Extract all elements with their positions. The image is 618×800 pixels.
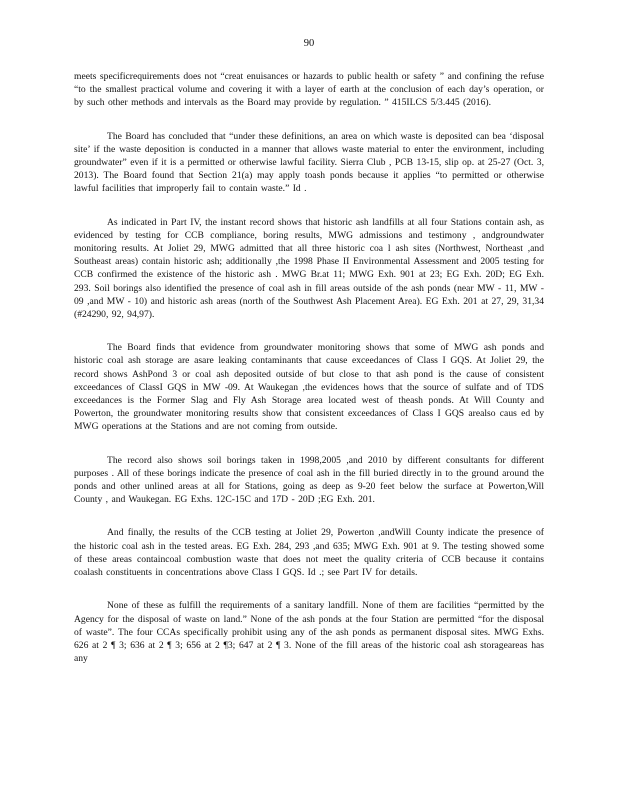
paragraph-groundwater-evidence: The Board finds that evidence from groundwater monitoring shows that some of MWG ash ponds and historic coal ash storage are asare leaking contaminants that cause exceedances of Class I GQS. At Joliet 29, the record shows AshPond 3 or coal ash deposited outside of but close to that ash pond is the cause of consistent exceedances of ClassI GQS in MW -09. At Waukegan ,the evidences hows that the source of sulfate and of TDS exceedances is the Former Slag and Fly Ash Storage area located west of theash ponds. At Will County and Powerton, the groundwater monitoring results show that consistent exceedances of Class I GQS arealso caus ed by MWG operations at the Stations and are not coming from outside. [74,342,544,433]
paragraph-continuation: meets specificrequirements does not “creat enuisances or hazards to public health or safety ” and confining the refuse “to the smallest practical volume and covering it with a layer of earth at the conclusion of each day’s operation, or by such other methods and intervals as the Board may provide by regulation. ” 415ILCS 5/3.445 (2016). [74,71,544,109]
paragraph-board-concluded: The Board has concluded that “under these definitions, an area on which waste is deposited can bea ‘disposal site’ if the waste deposition is conducted in a manner that allows waste material to enter the environment, including groundwater” even if it is a permitted or otherwise lawful facility. Sierra Club , PCB 13-15, slip op. at 25-27 (Oct. 3, 2013). The Board found that Section 21(a) may apply toash ponds because it applies “to permitted or otherwise lawful facilities that improperly fail to contain waste.” Id . [74,130,544,195]
body-text [74,70,544,665]
paragraph-sanitary-landfill: None of these as fulfill the requirements of a sanitary landfill. None of them are facilities “permitted by the Agency for the disposal of waste on land.” None of the ash ponds at the four Station are permitted “for the disposal of waste”. The four CCAs specifically prohibit using any of the ash ponds as permanent disposal sites. MWG Exhs. 626 at 2 ¶ 3; 636 at 2 ¶ 3; 656 at 2 ¶3; 647 at 2 ¶ 3. None of the fill areas of the historic coal ash storageareas has any [74,600,544,665]
paragraph-soil-borings: The record also shows soil borings taken in 1998,2005 ,and 2010 by different consultants for different purposes . All of these borings indicate the presence of coal ash in the fill buried directly in to the ground around the ponds and other unlined areas at all for Stations, going as deep as 9-20 feet below the surface at Powerton,Will County , and Waukegan. EG Exhs. 12C-15C and 17D - 20D ;EG Exh. 201. [74,454,544,506]
page-number: 90 [303,38,315,49]
paragraph-historic-ash-landfills: As indicated in Part IV, the instant record shows that historic ash landfills at all four Stations contain ash, as evidenced by testing for CCB compliance, boring results, MWG admissions and testimony , andgroundwater monitoring results. At Joliet 29, MWG admitted that all three historic coa l ash sites (Northwest, Northeast ,and Southeast areas) contain historic ash; additionally ,the 1998 Phase II Environmental Assessment and 2005 testing for CCB confirmed the existence of the historic ash . MWG Br.at 11; MWG Exh. 901 at 23; EG Exh. 20D; EG Exh. 293. Soil borings also identified the presence of coal ash in fill areas outside of the ash ponds (near MW - 11, MW - 09 ,and MW - 10) and historic ash areas (north of the Southwest Ash Placement Area). EG Exh. 201 at 27, 29, 31,34 (#24290, 92, 94,97). [74,216,544,321]
paragraph-ccb-testing: And finally, the results of the CCB testing at Joliet 29, Powerton ,andWill County indicate the presence of the historic coal ash in the tested areas. EG Exh. 284, 293 ,and 635; MWG Exh. 901 at 9. The testing showed some of these areas containcoal combustion waste that does not meet the quality criteria of CCB because it contains coalash constituents in concentrations above Class I GQS. Id .; see Part IV for details. [74,527,544,579]
